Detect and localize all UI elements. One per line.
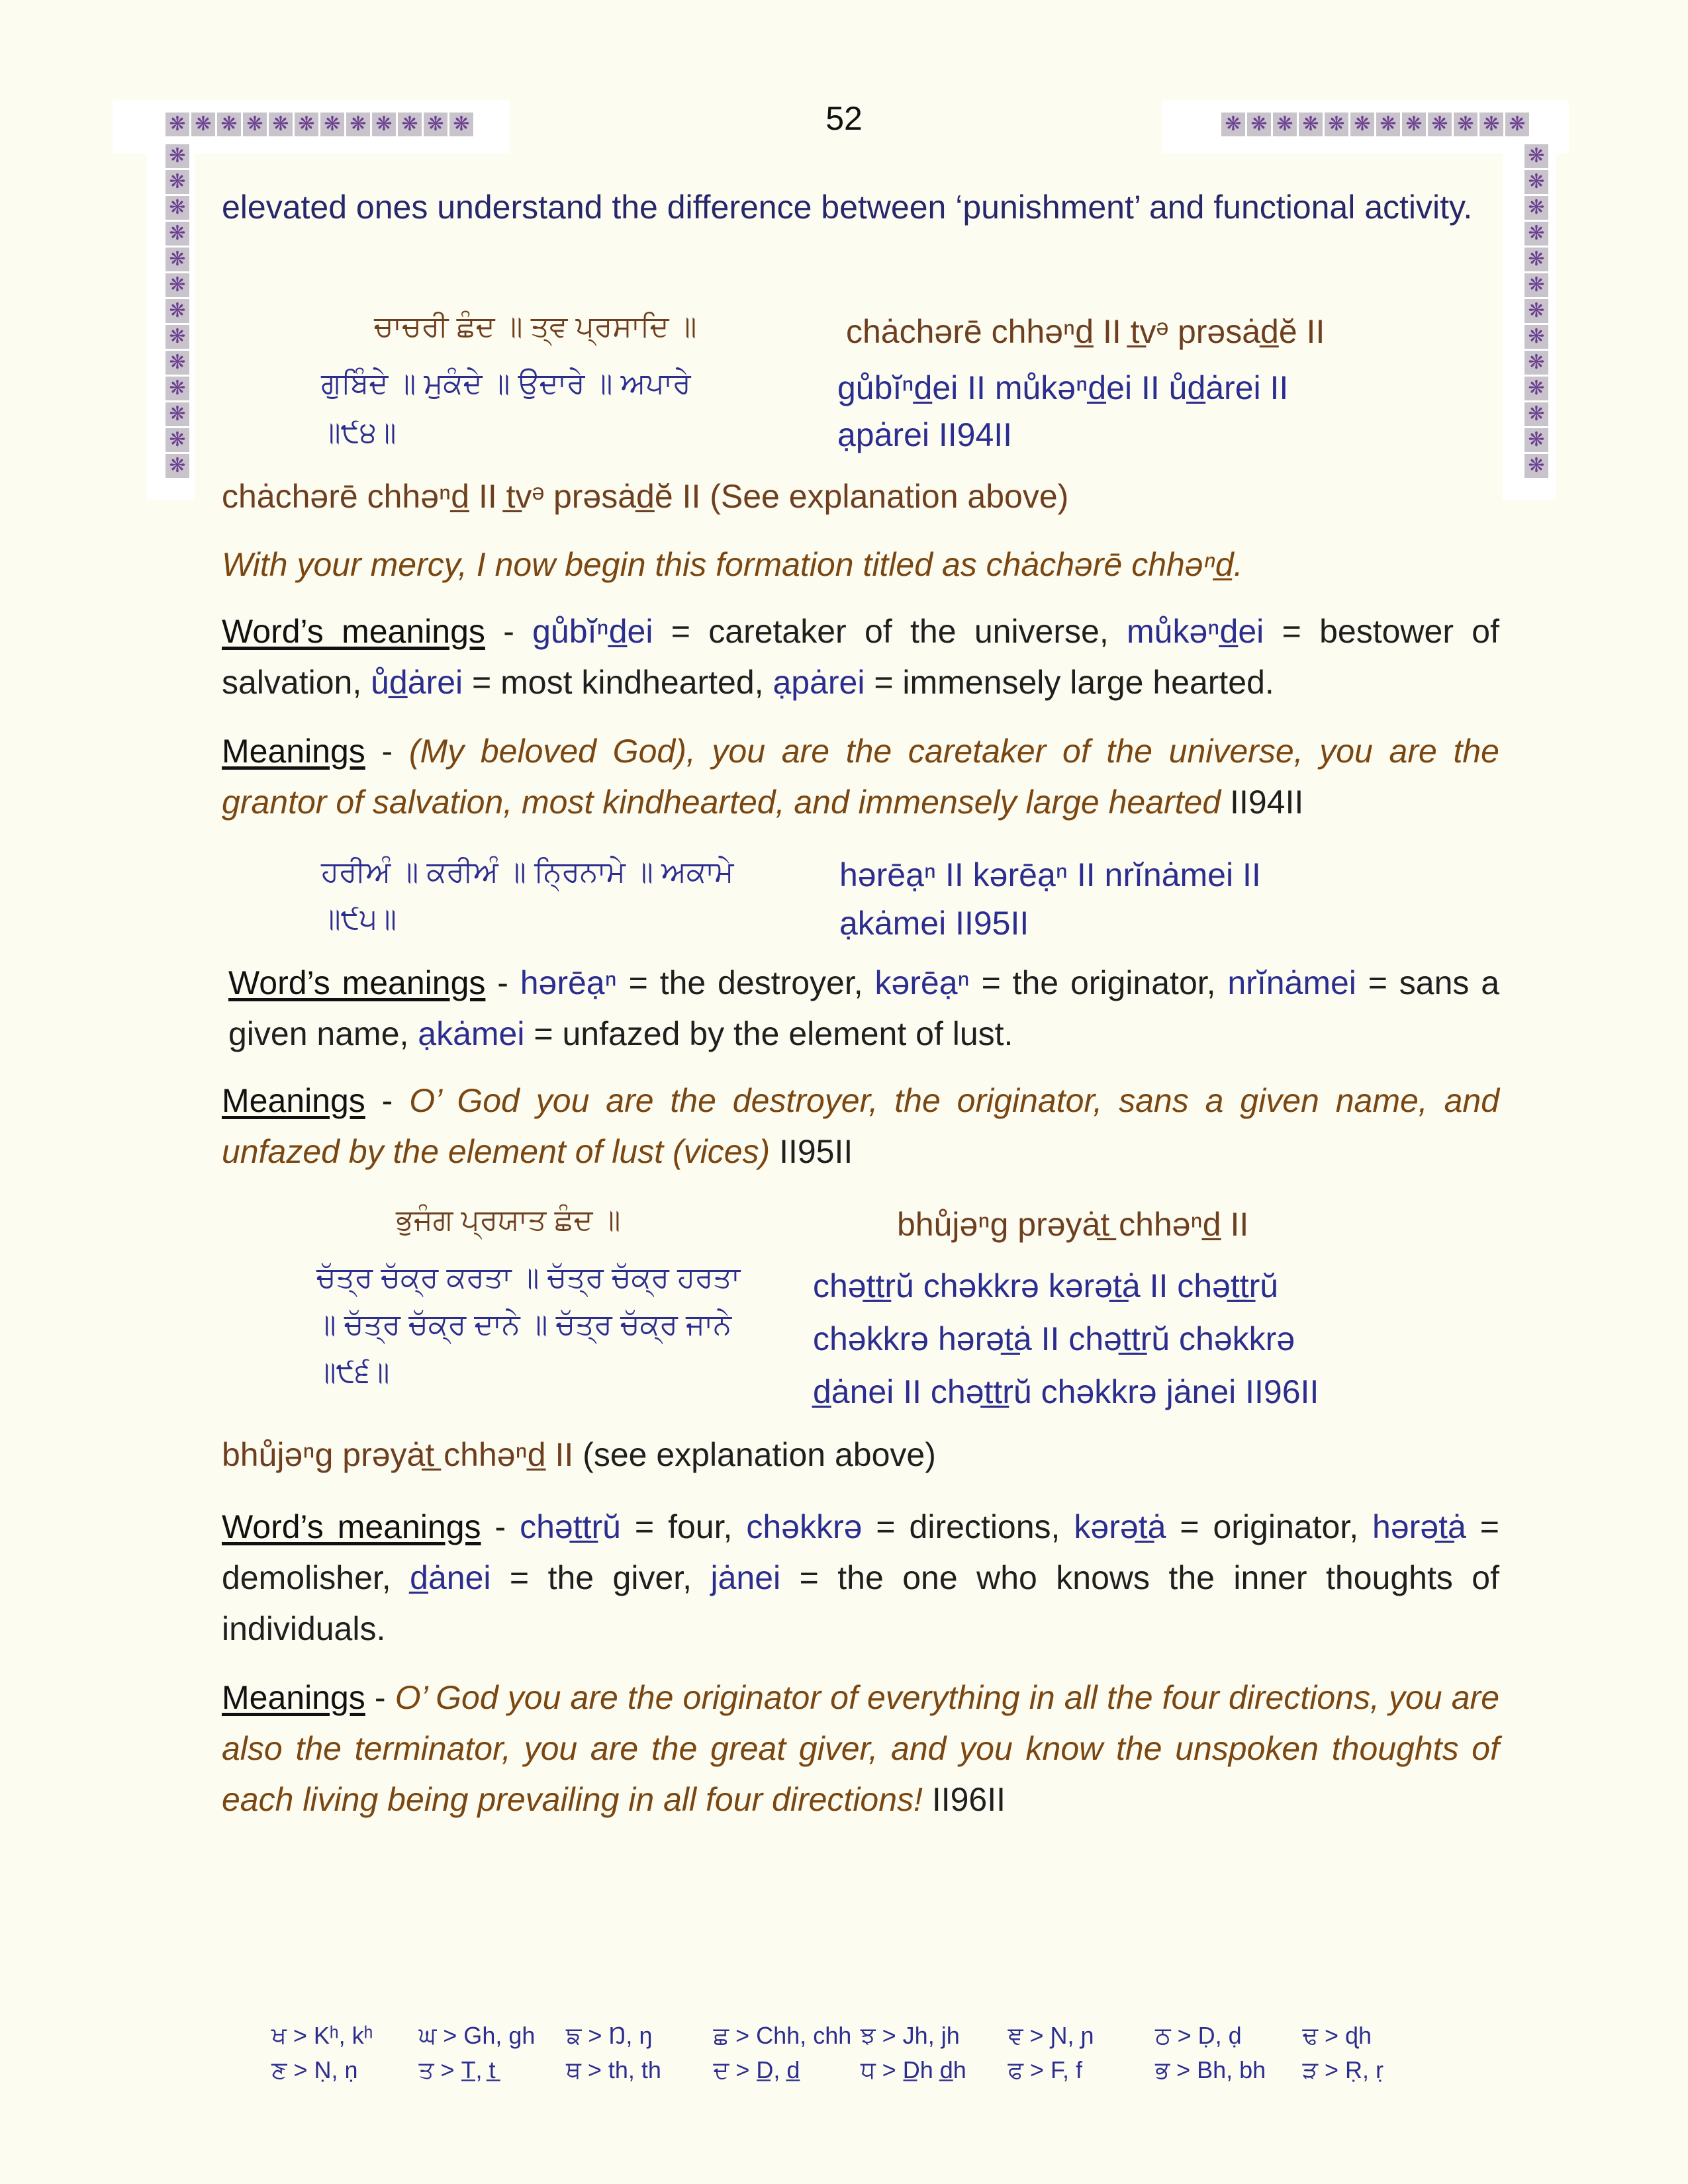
flower-ornament-icon: ❋ [165, 325, 189, 349]
legend-item: ਫ > F, f [1008, 2056, 1083, 2083]
flower-ornament-icon: ❋ [1325, 113, 1348, 136]
meanings-label: Meanings [222, 1679, 365, 1716]
flower-ornament-icon: ❋ [1247, 113, 1271, 136]
legend-item: ਛ > Chh, chh [713, 2022, 852, 2049]
flower-ornament-icon: ❋ [1505, 113, 1529, 136]
legend-item: ਥ > th, th [566, 2056, 661, 2083]
flower-ornament-icon: ❋ [165, 170, 189, 194]
flower-ornament-icon: ❋ [1524, 402, 1548, 426]
border-left-stars [165, 144, 189, 478]
verse96-heading-translit: bhůjəⁿg prəyȧt̲ chhəⁿd̲ II [897, 1206, 1249, 1243]
legend-item: ਭ > Bh, bh [1155, 2056, 1266, 2083]
flower-ornament-icon: ❋ [320, 113, 344, 136]
verse94-mercy-line: With your mercy, I now begin this formation titled as chȧchərē chhəⁿd̲. [222, 546, 1243, 583]
flower-ornament-icon: ❋ [1376, 113, 1400, 136]
page-number: 52 [825, 100, 863, 137]
flower-ornament-icon: ❋ [1524, 273, 1548, 297]
flower-ornament-icon: ❋ [165, 299, 189, 323]
verse94-line1-translit: gůbĭⁿd̲ei II můkəⁿd̲ei II ůd̲ȧrei II [837, 369, 1289, 406]
flower-ornament-icon: ❋ [1524, 248, 1548, 271]
meanings-label: Meanings [222, 733, 365, 770]
flower-ornament-icon: ❋ [269, 113, 293, 136]
verse94-line2-translit: ạpȧrei II94II [837, 416, 1013, 453]
verse96-line1-gurmukhi: ਚੱਤ੍ਰ ਚੱਕ੍ਰ ਕਰਤਾ ॥ ਚੱਤ੍ਰ ਚੱਕ੍ਰ ਹਰਤਾ [316, 1261, 741, 1294]
verse96-word-meanings: Word’s meanings - chət̲t̲rŭ = four, chəkkrə = directions, kərət̲ȧ = originator, hərət̲ȧ = demolisher, d̲ȧnei = the giver, jȧnei = the one who knows the inner thoughts of individuals. [222, 1508, 1499, 1647]
verse96-explanation-ref: bhůjəⁿg prəyȧt̲ chhəⁿd̲ II (see explanation above) [222, 1436, 936, 1473]
verse95-line2-translit: ạkȧmei II95II [839, 905, 1029, 942]
flower-ornament-icon: ❋ [1479, 113, 1503, 136]
flower-ornament-icon: ❋ [165, 351, 189, 375]
flower-ornament-icon: ❋ [1454, 113, 1477, 136]
legend-item: ੜ > Ṛ, ṛ [1302, 2056, 1384, 2083]
verse95-meanings: Meanings - O’ God you are the destroyer, the originator, sans a given name, and unfazed by the element of lust (vices) II95II [222, 1082, 1500, 1170]
flower-ornament-icon: ❋ [165, 196, 189, 220]
flower-ornament-icon: ❋ [346, 113, 370, 136]
verse94-meanings: Meanings - (My beloved God), you are the caretaker of the universe, you are the grantor of salvation, most kindhearted, and immensely large hearted II94II [222, 733, 1499, 821]
legend-row-2 [271, 2056, 1450, 2091]
verse96-line3-translit: d̲ȧnei II chət̲t̲rŭ chəkkrə jȧnei II96II [813, 1373, 1319, 1410]
flower-ornament-icon: ❋ [1524, 325, 1548, 349]
flower-ornament-icon: ❋ [1402, 113, 1426, 136]
flower-ornament-icon: ❋ [1524, 428, 1548, 452]
legend-item: ਝ > Jh, jh [861, 2022, 960, 2049]
verse96-heading-gurmukhi: ਭੁਜੰਗ ਪ੍ਰਯਾਤ ਛੰਦ ॥ [396, 1204, 621, 1236]
flower-ornament-icon: ❋ [449, 113, 473, 136]
flower-ornament-icon: ❋ [424, 113, 447, 136]
flower-ornament-icon: ❋ [165, 402, 189, 426]
flower-ornament-icon: ❋ [1524, 299, 1548, 323]
flower-ornament-icon: ❋ [398, 113, 422, 136]
word-meanings-label: Word’s meanings [228, 964, 486, 1001]
verse94-line1-gurmukhi: ਗੁਬਿੰਦੇ ॥ ਮੁਕੰਦੇ ॥ ਉਦਾਰੇ ॥ ਅਪਾਰੇ [321, 367, 691, 400]
flower-ornament-icon: ❋ [165, 144, 189, 168]
flower-ornament-icon: ❋ [165, 273, 189, 297]
legend-item: ਖ > Kʰ, kʰ [271, 2022, 373, 2049]
border-right-stars [1524, 144, 1548, 478]
flower-ornament-icon: ❋ [165, 428, 189, 452]
flower-ornament-icon: ❋ [243, 113, 267, 136]
legend-item: ਙ > Ŋ, ŋ [566, 2022, 653, 2049]
legend-row-1 [271, 2022, 1450, 2056]
flower-ornament-icon: ❋ [165, 248, 189, 271]
verse94-heading-gurmukhi: ਚਾਚਰੀ ਛੰਦ ॥ ਤ੍ਵ ਪ੍ਰਸਾਦਿ ॥ [374, 310, 697, 343]
legend-item: ਤ > T̲, t̲ [418, 2056, 496, 2083]
legend-item: ਧ > D̲h d̲h [861, 2056, 966, 2083]
verse95-line1-translit: hərēạⁿ II kərēạⁿ II nrĭnȧmei II [839, 856, 1261, 893]
verse96-line3-gurmukhi: ॥੯੬॥ [316, 1356, 390, 1388]
flower-ornament-icon: ❋ [165, 454, 189, 478]
flower-ornament-icon: ❋ [165, 113, 189, 136]
verse95-line2-gurmukhi: ॥੯੫॥ [321, 903, 397, 935]
verse96-line2-gurmukhi: ॥ ਚੱਤ੍ਰ ਚੱਕ੍ਰ ਦਾਨੇ ॥ ਚੱਤ੍ਰ ਚੱਕ੍ਰ ਜਾਨੇ [316, 1308, 731, 1341]
flower-ornament-icon: ❋ [165, 377, 189, 400]
legend-item: ਠ > Ḍ, ḍ [1155, 2022, 1242, 2049]
verse95-line1-gurmukhi: ਹਰੀਅੰ ॥ ਕਰੀਅੰ ॥ ਨ੍ਰਿਨਾਮੇ ॥ ਅਕਾਮੇ [321, 856, 734, 888]
verse95-word-meanings: Word’s meanings - hərēạⁿ = the destroyer, kərēạⁿ = the originator, nrĭnȧmei = sans a given name, ạkȧmei = unfazed by the element of lust. [228, 964, 1500, 1052]
verse94-line2-gurmukhi: ॥੯੪॥ [321, 416, 397, 449]
legend-item: ਞ > Ɲ, ɲ [1008, 2022, 1094, 2049]
legend-item: ਘ > Gh, gh [418, 2022, 536, 2049]
verse94-word-meanings: Word’s meanings - gůbĭⁿd̲ei = caretaker of the universe, můkəⁿd̲ei = bestower of salvation, ůd̲ȧrei = most kindhearted, ạpȧrei = immensely large hearted. [222, 613, 1499, 701]
word-meanings-label: Word’s meanings [222, 1508, 481, 1545]
flower-ornament-icon: ❋ [1273, 113, 1297, 136]
border-top-left-stars [165, 113, 473, 136]
transliteration-legend [271, 2022, 1450, 2091]
verse96-line1-translit: chət̲t̲rŭ chəkkrə kərət̲ȧ II chət̲t̲rŭ [813, 1267, 1279, 1304]
verse96-meanings: Meanings - O’ God you are the originator of everything in all the four directions, you are also the terminator, you are the great giver, and you know the unspoken thoughts of each living being prevailing in all four directions! II96II [222, 1679, 1499, 1818]
border-top-right-stars [1221, 113, 1529, 136]
flower-ornament-icon: ❋ [1524, 222, 1548, 246]
flower-ornament-icon: ❋ [372, 113, 396, 136]
legend-item: ਣ > Ṇ, ṇ [271, 2056, 358, 2083]
flower-ornament-icon: ❋ [295, 113, 318, 136]
flower-ornament-icon: ❋ [1299, 113, 1323, 136]
flower-ornament-icon: ❋ [1428, 113, 1452, 136]
flower-ornament-icon: ❋ [1350, 113, 1374, 136]
flower-ornament-icon: ❋ [191, 113, 215, 136]
word-meanings-label: Word’s meanings [222, 613, 485, 650]
flower-ornament-icon: ❋ [1221, 113, 1245, 136]
flower-ornament-icon: ❋ [165, 222, 189, 246]
flower-ornament-icon: ❋ [1524, 377, 1548, 400]
verse94-explanation-ref: chȧchərē chhəⁿd̲ II t̲vᵊ prəsȧd̲ĕ II (See explanation above) [222, 478, 1069, 515]
flower-ornament-icon: ❋ [217, 113, 241, 136]
legend-item: ਢ > ɖh [1302, 2022, 1372, 2049]
flower-ornament-icon: ❋ [1524, 196, 1548, 220]
flower-ornament-icon: ❋ [1524, 454, 1548, 478]
verse96-line2-translit: chəkkrə hərət̲ȧ II chət̲t̲rŭ chəkkrə [813, 1320, 1295, 1357]
verse94-heading-translit: chȧchərē chhəⁿd̲ II t̲vᵊ prəsȧd̲ĕ II [846, 313, 1325, 350]
flower-ornament-icon: ❋ [1524, 170, 1548, 194]
meanings-label: Meanings [222, 1082, 365, 1119]
flower-ornament-icon: ❋ [1524, 351, 1548, 375]
flower-ornament-icon: ❋ [1524, 144, 1548, 168]
legend-item: ਦ > D̲, d̲ [713, 2056, 800, 2083]
intro-text: elevated ones understand the difference between ‘punishment’ and functional activity. [222, 189, 1473, 226]
